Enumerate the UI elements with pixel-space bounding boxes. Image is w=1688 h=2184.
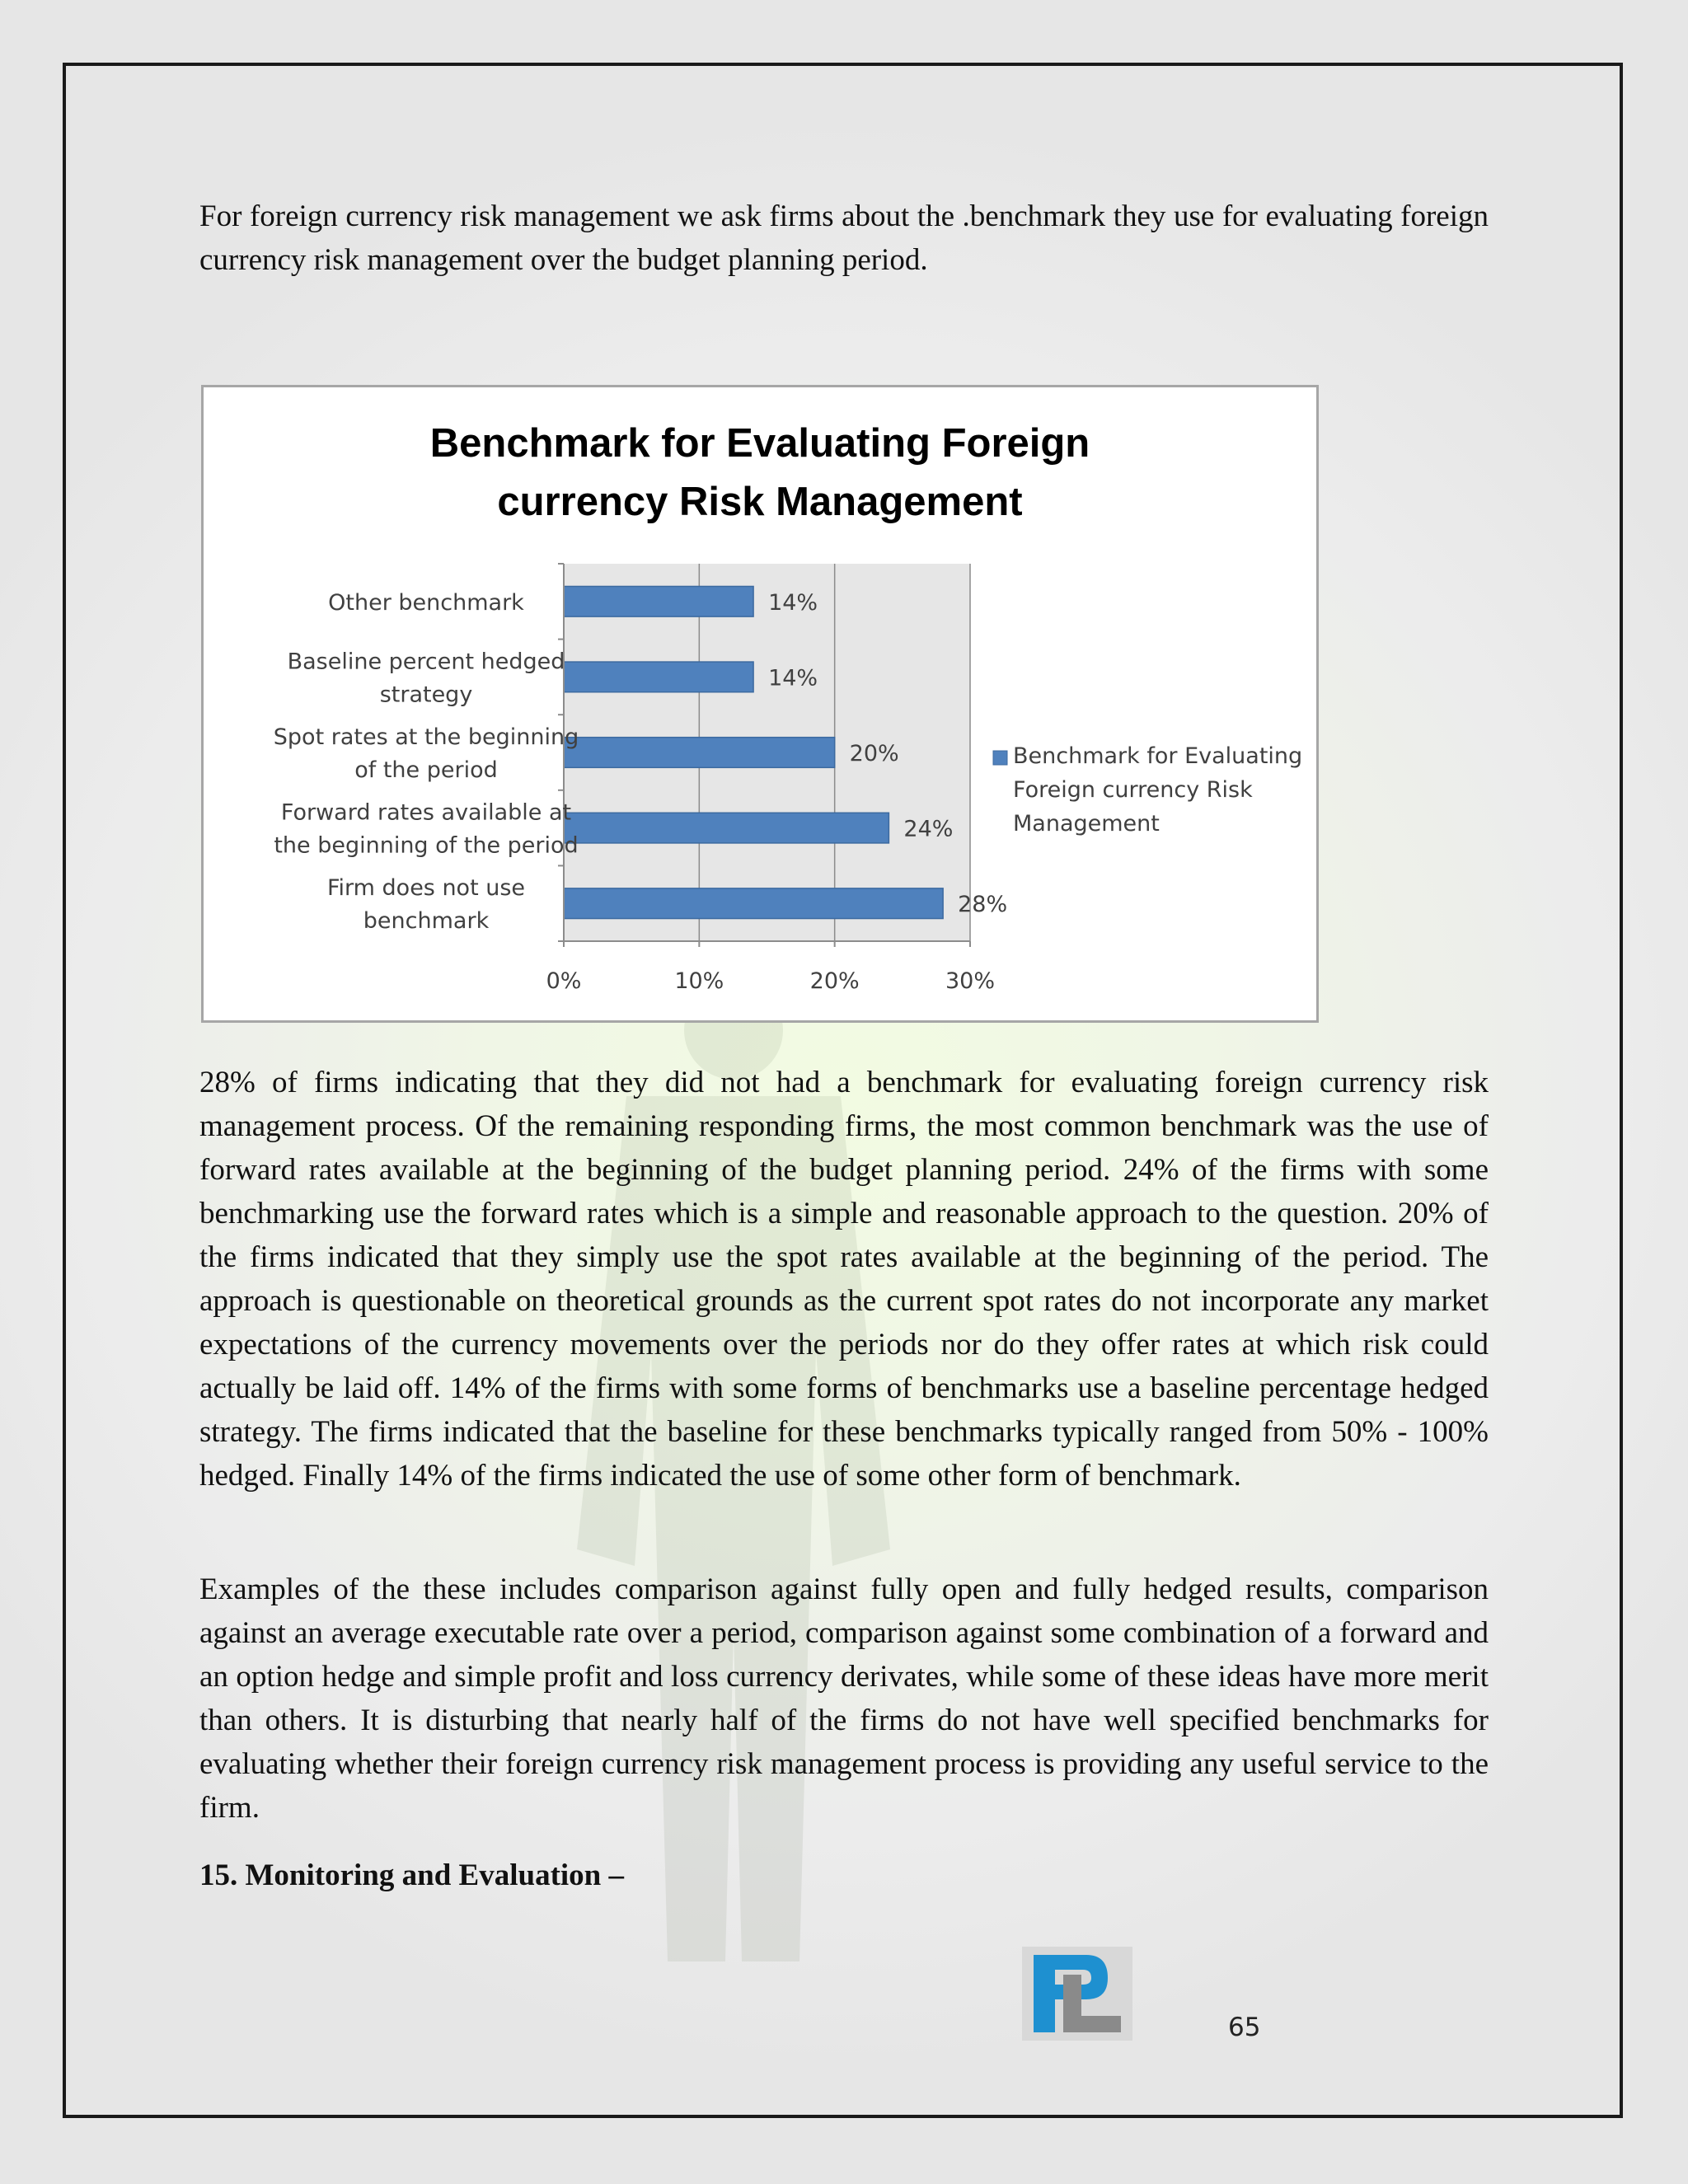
page-number: 65 [1228,2013,1261,2042]
category-label: Baseline percent hedged [287,649,565,675]
legend-text-line-1: Benchmark for Evaluating [1013,743,1303,769]
data-label: 24% [903,816,954,842]
data-label: 28% [958,892,1008,918]
chart-title-line-1: Benchmark for Evaluating Foreign [429,421,1090,466]
legend-swatch [993,751,1007,765]
category-label: Other benchmark [328,589,524,616]
data-label: 14% [768,589,818,616]
category-label: Firm does not use [326,875,526,902]
x-tick-label: 0% [546,968,582,994]
category-label: Spot rates at the beginning [273,724,579,750]
category-label: of the period [354,757,498,783]
section-heading: 15. Monitoring and Evaluation – [199,1858,625,1892]
bar [564,586,753,616]
chart-title-line-2: currency Risk Management [497,480,1023,524]
intro-paragraph: For foreign currency risk management we ask firms about the .benchmark they use for evaluating foreign currency risk management over the budget planning period. [199,199,1489,277]
body-paragraph-3: Examples of the these includes comparison against fully open and fully hedged results, comparison against an average executable rate over a period, comparison against some combination of a forward and an option hedge and simple profit and loss currency derivates, while some of these ideas have more merit than others. It is disturbing that nearly half of the firms do not have well specified benchmarks for evaluating whether their foreign currency risk management process is providing any useful service to the firm. [199,1572,1489,1825]
x-tick-label: 10% [674,968,724,994]
data-label: 14% [768,665,818,691]
x-tick-label: 20% [809,968,860,994]
chart-canvas [204,387,1316,1020]
bar [564,813,889,843]
category-label: Forward rates available at [280,799,572,826]
body-paragraph-2: 28% of firms indicating that they did not had a benchmark for evaluating foreign currency risk management process. Of the remaining responding firms, the most common benchmark was the use of forward rates available at the beginning of the budget planning period. 24% of the firms with some benchmarking use the forward rates which is a simple and reasonable approach to the question. 20% of the firms indicated that they simply use the spot rates available at the beginning of the period. The approach is questionable on theoretical grounds as the current spot rates do not incorporate any market expectations of the currency movements over the periods nor do they offer rates at which risk could actually be laid off. 14% of the firms with some forms of benchmarks use a baseline percentage hedged strategy. The firms indicated that the baseline for these benchmarks typically ranged from 50% - 100% hedged. Finally 14% of the firms indicated the use of some other form of benchmark. [199,1066,1489,1493]
legend-text-line-3: Management [1013,811,1160,837]
legend-text-line-2: Foreign currency Risk [1013,777,1253,803]
bar [564,888,943,919]
data-label: 20% [849,741,899,766]
benchmark-chart [201,385,1319,1023]
publisher-logo [1022,1947,1132,2041]
bar [564,738,835,768]
bar [564,662,753,692]
x-tick-label: 30% [945,968,996,994]
category-label: benchmark [363,908,490,935]
category-label: strategy [379,682,473,708]
category-label: the beginning of the period [274,832,579,859]
